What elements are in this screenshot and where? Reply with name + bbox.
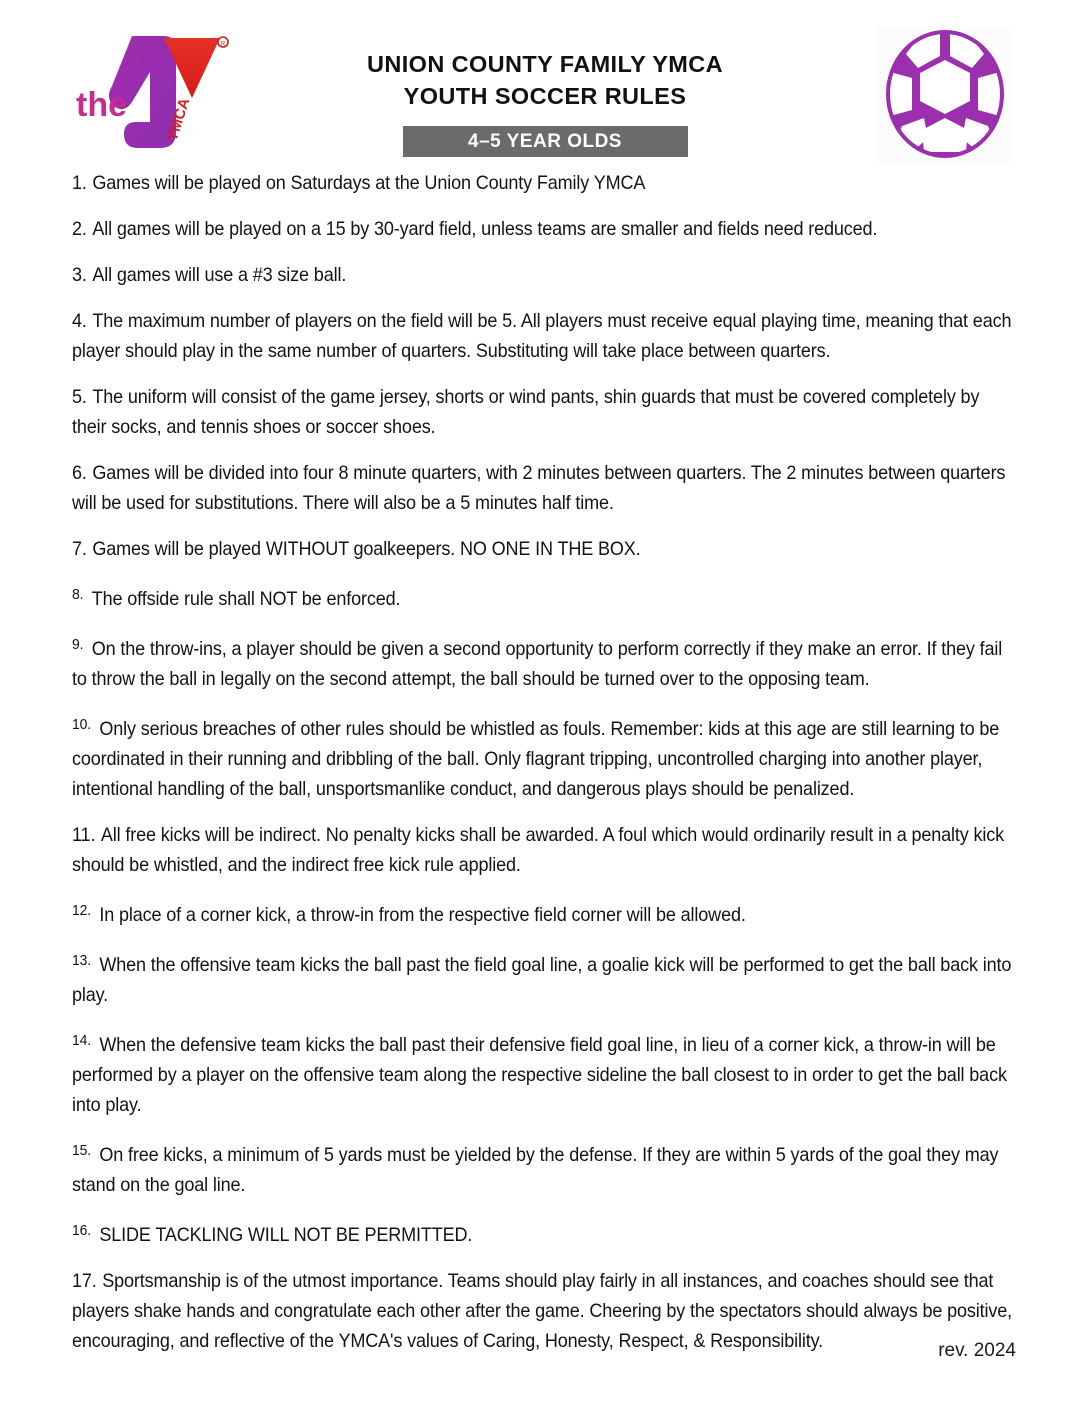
rule-text: All games will be played on a 15 by 30-yard field, unless teams are smaller and fields need reduced. bbox=[92, 218, 878, 240]
rule-number: 17. bbox=[72, 1270, 97, 1292]
rule-number: 1. bbox=[72, 172, 87, 194]
rule-number: 7. bbox=[72, 538, 87, 560]
registered-mark-letter: R bbox=[220, 41, 226, 48]
rule-number: 16. bbox=[72, 1222, 91, 1239]
rule-number: 6. bbox=[72, 462, 87, 484]
revision-label: rev. 2024 bbox=[938, 1340, 1016, 1361]
footer bbox=[0, 1340, 1016, 1362]
rule-item bbox=[72, 710, 1015, 804]
rules-list bbox=[72, 168, 1016, 1372]
rule-item bbox=[72, 534, 1015, 564]
rule-text: All games will use a #3 size ball. bbox=[92, 264, 347, 286]
rule-number: 14. bbox=[72, 1032, 91, 1049]
rule-item bbox=[72, 820, 1015, 880]
rule-number: 9. bbox=[72, 636, 84, 653]
rule-number: 5. bbox=[72, 386, 87, 408]
soccer-ball-graphic bbox=[876, 26, 1014, 162]
rule-item bbox=[72, 630, 1015, 694]
rule-number: 13. bbox=[72, 952, 91, 969]
rule-number: 4. bbox=[72, 310, 87, 332]
rule-text: On free kicks, a minimum of 5 yards must be yielded by the defense. If they are within 5 yards of the goal they may stand on the goal line. bbox=[72, 1144, 999, 1196]
soccer-ball-logo bbox=[876, 26, 1014, 162]
rule-number: 15. bbox=[72, 1142, 91, 1159]
rule-number: 12. bbox=[72, 902, 91, 919]
rule-text: When the offensive team kicks the ball past the field goal line, a goalie kick will be performed to get the ball back into play. bbox=[72, 954, 1012, 1006]
rule-item bbox=[72, 580, 1015, 614]
ymca-logo-graphic bbox=[72, 24, 232, 164]
rule-text: In place of a corner kick, a throw-in from the respective field corner will be allowed. bbox=[99, 904, 746, 926]
rule-number: 3. bbox=[72, 264, 87, 286]
header-title-block bbox=[300, 48, 790, 157]
rule-item bbox=[72, 896, 1015, 930]
rule-text: The uniform will consist of the game jersey, shorts or wind pants, shin guards that must be covered completely by their socks, and tennis shoes or soccer shoes. bbox=[72, 386, 980, 438]
rule-text: The maximum number of players on the field will be 5. All players must receive equal playing time, meaning that each player should play in the same number of quarters. Substituting will take place between quarters. bbox=[72, 310, 1012, 362]
rule-item bbox=[72, 382, 1015, 442]
rule-text: Sportsmanship is of the utmost importance. Teams should play fairly in all instances, and coaches should see that players shake hands and congratulate each other after the game. Cheering by the spectators should always be positive, encouraging, and reflective of the YMCA's values of Caring, Honesty, Respect, & Responsibility. bbox=[72, 1270, 1013, 1352]
page-title-line-1: UNION COUNTY FAMILY YMCA bbox=[366, 51, 724, 77]
document-header bbox=[0, 0, 1088, 166]
rule-item bbox=[72, 306, 1015, 366]
rule-text: The offside rule shall NOT be enforced. bbox=[91, 588, 401, 610]
rule-text: Games will be played WITHOUT goalkeepers. NO ONE IN THE BOX. bbox=[92, 538, 641, 560]
rule-number: 2. bbox=[72, 218, 87, 240]
ymca-the-wordmark: the bbox=[76, 86, 127, 124]
rule-text: On the throw-ins, a player should be given a second opportunity to perform correctly if they make an error. If they fail to throw the ball in legally on the second attempt, the ball should be turned over to the opposing team. bbox=[72, 638, 1003, 690]
ymca-logo bbox=[72, 24, 232, 164]
rule-item bbox=[72, 168, 1015, 198]
page-title-line-2: YOUTH SOCCER RULES bbox=[403, 83, 687, 109]
rule-text: Games will be divided into four 8 minute quarters, with 2 minutes between quarters. The 2 minutes between quarters will be used for substitutions. There will also be a 5 minutes half time. bbox=[72, 462, 1006, 514]
rule-item bbox=[72, 458, 1015, 518]
rule-number: 11. bbox=[72, 824, 96, 846]
ymca-wordmark: YMCA bbox=[163, 95, 194, 144]
rule-text: SLIDE TACKLING WILL NOT BE PERMITTED. bbox=[99, 1224, 473, 1246]
rule-number: 10. bbox=[72, 716, 91, 733]
rule-item bbox=[72, 946, 1015, 1010]
age-group-banner: 4–5 YEAR OLDS bbox=[403, 126, 688, 157]
rule-item bbox=[72, 1136, 1015, 1200]
rule-text: When the defensive team kicks the ball past their defensive field goal line, in lieu of a corner kick, a throw-in will be performed by a player on the offensive team along the respective sideline the ball closest to in order to get the ball back into play. bbox=[72, 1034, 1007, 1116]
rule-item bbox=[72, 260, 1015, 290]
rule-text: Only serious breaches of other rules should be whistled as fouls. Remember: kids at this age are still learning to be coordinated in their running and dribbling of the ball. Only flagrant tripping, uncontrolled charging into another player, intentional handling of the ball, unsportsmanlike conduct, and dangerous plays should be penalized. bbox=[72, 718, 1000, 800]
rule-text: All free kicks will be indirect. No penalty kicks shall be awarded. A foul which would ordinarily result in a penalty kick should be whistled, and the indirect free kick rule applied. bbox=[72, 824, 1005, 876]
rule-number: 8. bbox=[72, 586, 84, 603]
rule-item bbox=[72, 1216, 1015, 1250]
rule-item bbox=[72, 214, 1015, 244]
rule-item bbox=[72, 1026, 1015, 1120]
rule-text: Games will be played on Saturdays at the Union County Family YMCA bbox=[92, 172, 646, 194]
